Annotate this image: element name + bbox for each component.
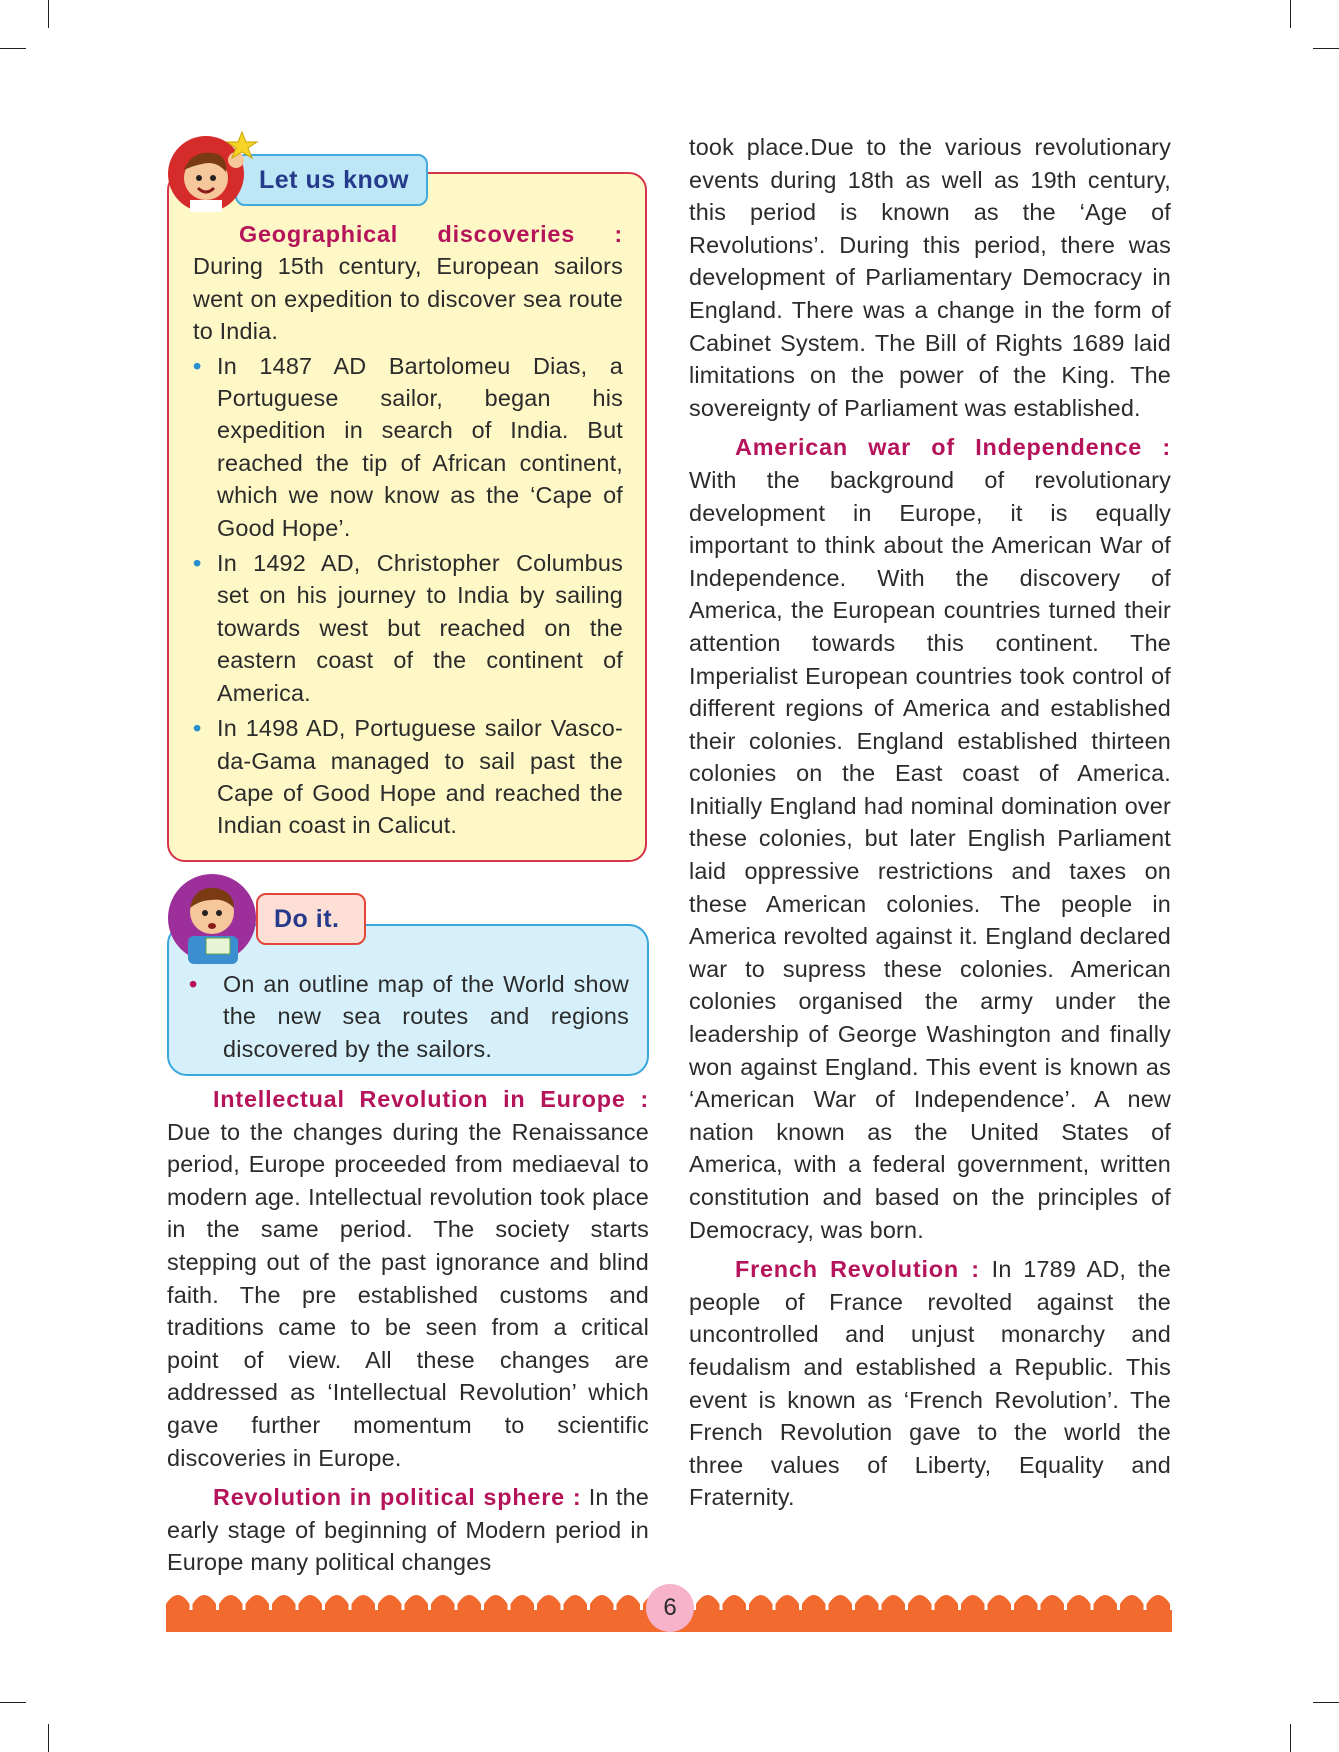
footer-scallop	[855, 1595, 879, 1612]
footer-scallop	[352, 1595, 376, 1612]
political-sphere-text: In the early stage of beginning of Modern period in Europe many political changes	[167, 1484, 649, 1576]
footer-scallop	[590, 1595, 614, 1612]
crop-mark	[1290, 0, 1291, 28]
footer-scallop	[458, 1595, 482, 1612]
footer-scallop	[166, 1595, 190, 1612]
footer-scallop	[1014, 1595, 1038, 1612]
footer-scallop	[1094, 1595, 1118, 1612]
bullet-icon: •	[189, 971, 198, 997]
age-of-revolutions-paragraph: took place.Due to the various revolutionary events during 18th as well as 19th century, this period is known as the ‘Age of Revolutions’. During this period, there was development of Parliamentary Democracy in England. There was a change in the form of Cabinet System. The Bill of Rights 1689 laid limitations on the power of the King. The sovereignty of Parliament was established.	[689, 134, 1171, 421]
footer-scallop	[829, 1595, 853, 1612]
bullet-icon: •	[193, 715, 202, 742]
footer-scallop	[272, 1595, 296, 1612]
american-war-paragraph	[689, 431, 1171, 1246]
crop-mark	[48, 1724, 49, 1752]
footer-scallop	[511, 1595, 535, 1612]
footer-scallop	[299, 1595, 323, 1612]
do-it-content	[189, 968, 629, 1065]
political-sphere-paragraph	[167, 1481, 649, 1579]
footer-scallop	[193, 1595, 217, 1612]
boy-with-star-icon	[162, 130, 262, 212]
footer-scallop	[776, 1595, 800, 1612]
footer-scallop	[1041, 1595, 1065, 1612]
bullet-icon: •	[193, 352, 202, 379]
page-number: 6	[646, 1584, 694, 1632]
footer-scallop	[617, 1595, 641, 1612]
list-item: • In 1492 AD, Christopher Columbus set on his journey to India by sailing towards west but reached on the eastern coast of the continent of America.	[193, 547, 623, 709]
footer-scallop	[988, 1595, 1012, 1612]
bullet-icon: •	[193, 550, 202, 577]
american-war-text: With the background of revolutionary development in Europe, it is equally important to think about the American War of Independence. With the discovery of America, the European countries turned their attention towards this continent. The Imperialist European countries took control of different regions of America and established their colonies. England established thirteen colonies on the East coast of America. Initially England had nominal domination over these colonies, but later English Parliament laid oppressive restrictions and taxes on these American colonies. The people in America revolted against it. England declared war to supress these colonies. American colonies organised the army under the leadership of George Washington and finally won against England. This event is known as ‘American War of Independence’. A new nation known as the United States of America, with a federal government, written constitution and based on the principles of Democracy, was born.	[689, 466, 1171, 1243]
discoveries-list	[193, 350, 623, 842]
footer-scallop	[564, 1595, 588, 1612]
crop-mark	[1290, 1724, 1291, 1752]
footer-scallop	[431, 1595, 455, 1612]
footer-scallop	[935, 1595, 959, 1612]
footer-scallop	[325, 1595, 349, 1612]
geographical-discoveries-heading: Geographical discoveries :	[239, 221, 623, 247]
footer-scallop	[696, 1595, 720, 1612]
footer-scallop	[882, 1595, 906, 1612]
let-us-know-tag: Let us know	[235, 154, 428, 206]
footer-scallop	[961, 1595, 985, 1612]
french-revolution-text: In 1789 AD, the people of France revolted against the uncontrolled and unjust monarchy and feudalism and established a Republic. This event is known as ‘French Revolution’. The French Revolution gave to the world the three values of Liberty, Equality and Fraternity.	[689, 1256, 1171, 1511]
geographical-discoveries-text: During 15th century, European sailors went on expedition to discover sea route to India.	[193, 253, 623, 345]
footer-scallop	[484, 1595, 508, 1612]
crop-mark	[0, 48, 26, 49]
intellectual-revolution-paragraph	[167, 1083, 649, 1474]
crop-mark	[0, 1702, 26, 1703]
footer-scallop	[378, 1595, 402, 1612]
footer-scallop	[908, 1595, 932, 1612]
footer-scallop	[1067, 1595, 1091, 1612]
intellectual-revolution-heading: Intellectual Revolution in Europe :	[213, 1086, 649, 1112]
footer-scallop	[749, 1595, 773, 1612]
left-column	[167, 1083, 649, 1586]
list-item: • On an outline map of the World show the new sea routes and regions discovered by the sailors.	[189, 968, 629, 1065]
let-us-know-content	[193, 218, 623, 845]
political-sphere-heading: Revolution in political sphere :	[213, 1484, 582, 1511]
footer-scallop	[1147, 1595, 1171, 1612]
footer-scallop	[537, 1595, 561, 1612]
do-it-tag: Do it.	[256, 893, 366, 945]
crop-mark	[48, 0, 49, 28]
list-item: • In 1487 AD Bartolomeu Dias, a Portuguese sailor, began his expedition in search of India. But reached the tip of African continent, which we now know as the ‘Cape of Good Hope’.	[193, 350, 623, 544]
footer-scallop	[1120, 1595, 1144, 1612]
footer-scallop	[723, 1595, 747, 1612]
list-item: • In 1498 AD, Portuguese sailor Vasco-da-Gama managed to sail past the Cape of Good Hope and reached the Indian coast in Calicut.	[193, 712, 623, 842]
boy-with-map-icon	[166, 872, 260, 966]
intellectual-revolution-text: Due to the changes during the Renaissance period, Europe proceeded from mediaeval to modern age. Intellectual revolution took place in the same period. The society starts stepping out of the past ignorance and blind faith. The pre established customs and traditions came to be seen from a critical point of view. All these changes are addressed as ‘Intellectual Revolution’ which gave further momentum to scientific discoveries in Europe.	[167, 1118, 649, 1471]
american-war-heading: American war of Independence :	[735, 434, 1171, 461]
footer-scallop	[219, 1595, 243, 1612]
french-revolution-paragraph	[689, 1253, 1171, 1514]
let-us-know-box	[167, 172, 647, 862]
crop-mark	[1313, 48, 1339, 49]
crop-mark	[1313, 1702, 1339, 1703]
geographical-discoveries-paragraph	[193, 218, 623, 348]
footer-scallop	[802, 1595, 826, 1612]
footer-scallop	[246, 1595, 270, 1612]
right-column	[689, 131, 1171, 1521]
french-revolution-heading: French Revolution :	[735, 1256, 980, 1283]
footer-scallop	[405, 1595, 429, 1612]
